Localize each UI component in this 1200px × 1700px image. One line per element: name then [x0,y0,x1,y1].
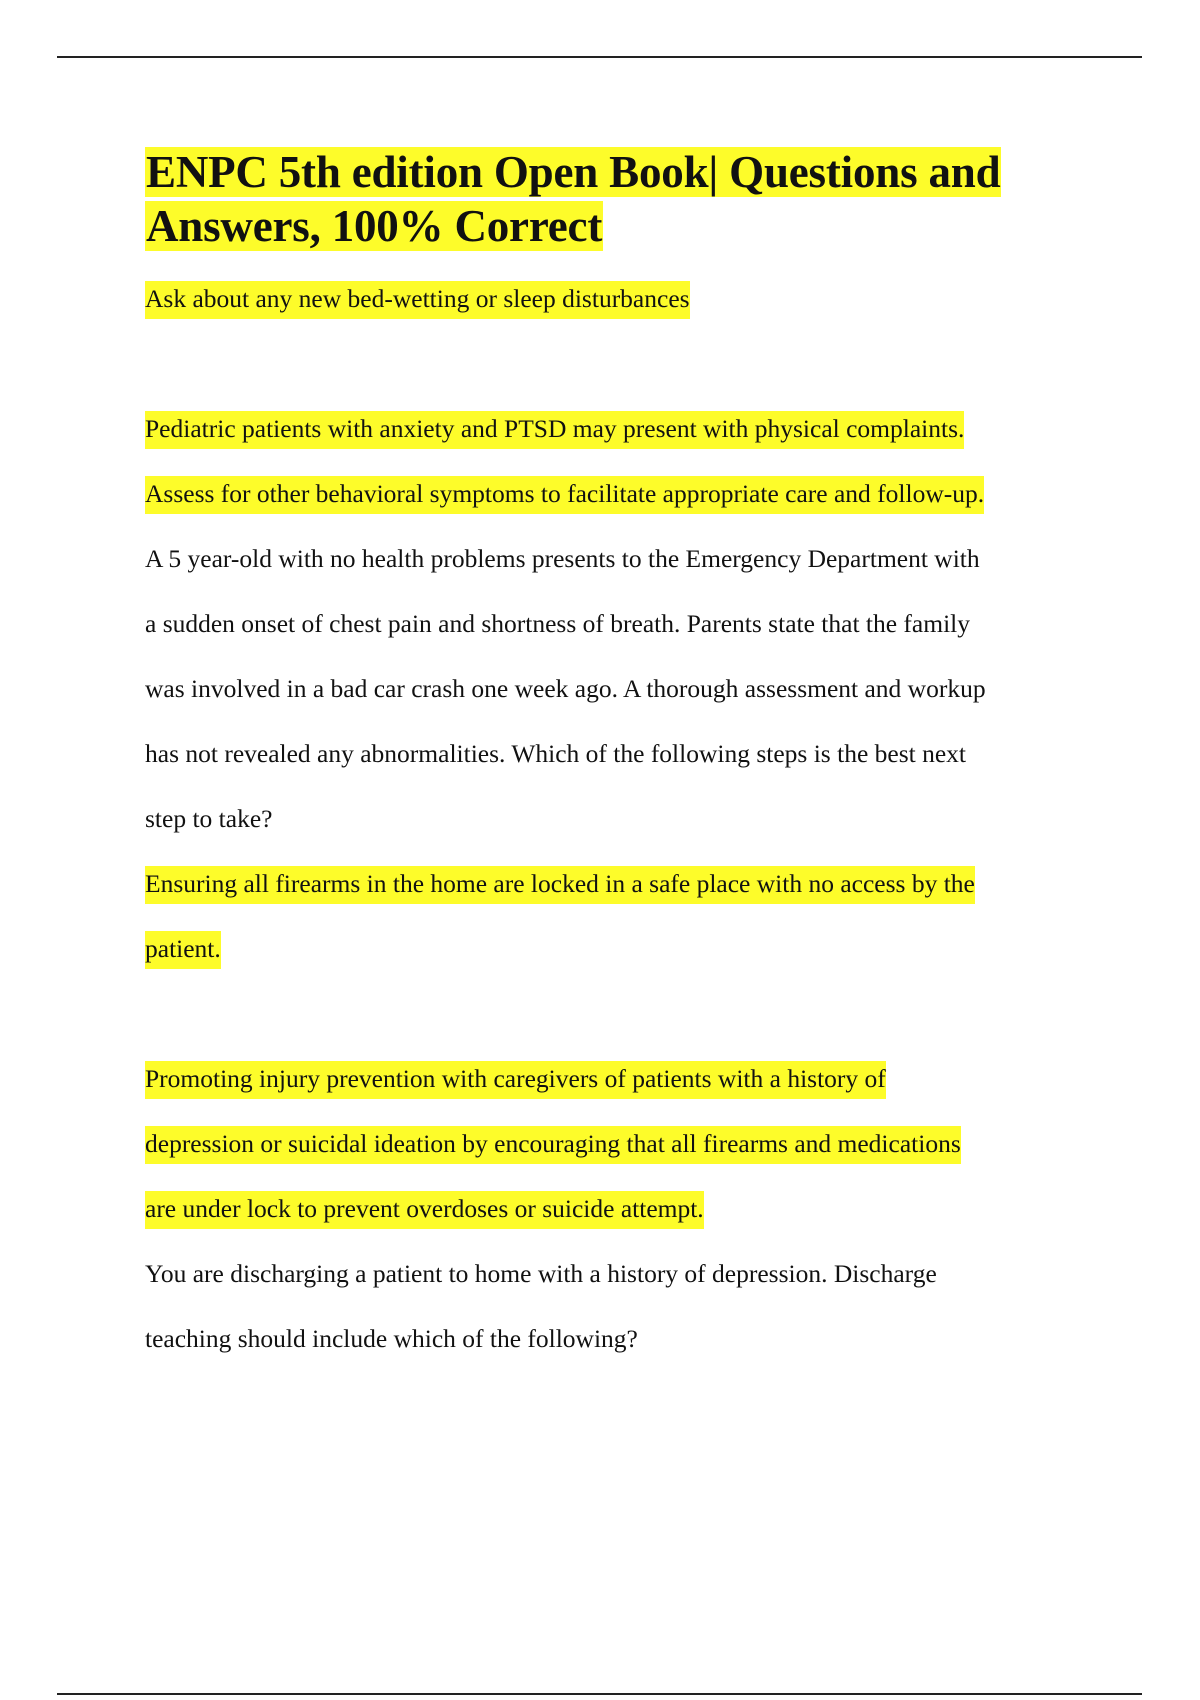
answer-line: Ensuring all firearms in the home are locked in a safe place with no access by the [145,851,1105,916]
question-line: teaching should include which of the following? [145,1324,638,1353]
question-line: was involved in a bad car crash one week ago. A thorough assessment and workup [145,674,986,703]
question-line: a sudden onset of chest pain and shortness of breath. Parents state that the family [145,609,970,638]
question-block-chest-pain [145,526,1105,851]
answer-block-bed-wetting [145,266,1105,331]
question-line: A 5 year-old with no health problems presents to the Emergency Department with [145,544,980,573]
question-line: has not revealed any abnormalities. Which of the following steps is the best next [145,739,966,768]
rationale-line: Promoting injury prevention with caregivers of patients with a history of [145,1046,1105,1111]
rationale-line: Assess for other behavioral symptoms to facilitate appropriate care and follow-up. [145,461,1105,526]
document-body [145,145,1105,1371]
title-line-2: Answers, 100% Correct [146,201,603,251]
rationale-line: Pediatric patients with anxiety and PTSD may present with physical complaints. [145,396,1105,461]
top-rule [57,56,1142,58]
question-line: step to take? [145,804,273,833]
rationale-block-ptsd [145,396,1105,526]
bottom-rule [57,1693,1142,1695]
rationale-line: are under lock to prevent overdoses or suicide attempt. [145,1176,1105,1241]
answer-line: patient. [145,916,1105,981]
answer-block-firearms [145,851,1105,981]
answer-line: Ask about any new bed-wetting or sleep disturbances [145,266,1105,331]
question-block-discharge [145,1241,1105,1371]
rationale-line: depression or suicidal ideation by encouraging that all firearms and medications [145,1111,1105,1176]
question-line: You are discharging a patient to home with a history of depression. Discharge [145,1259,937,1288]
title-line-1: ENPC 5th edition Open Book| Questions and [146,147,1001,197]
rationale-block-injury-prevention [145,1046,1105,1241]
document-title [145,145,1105,253]
